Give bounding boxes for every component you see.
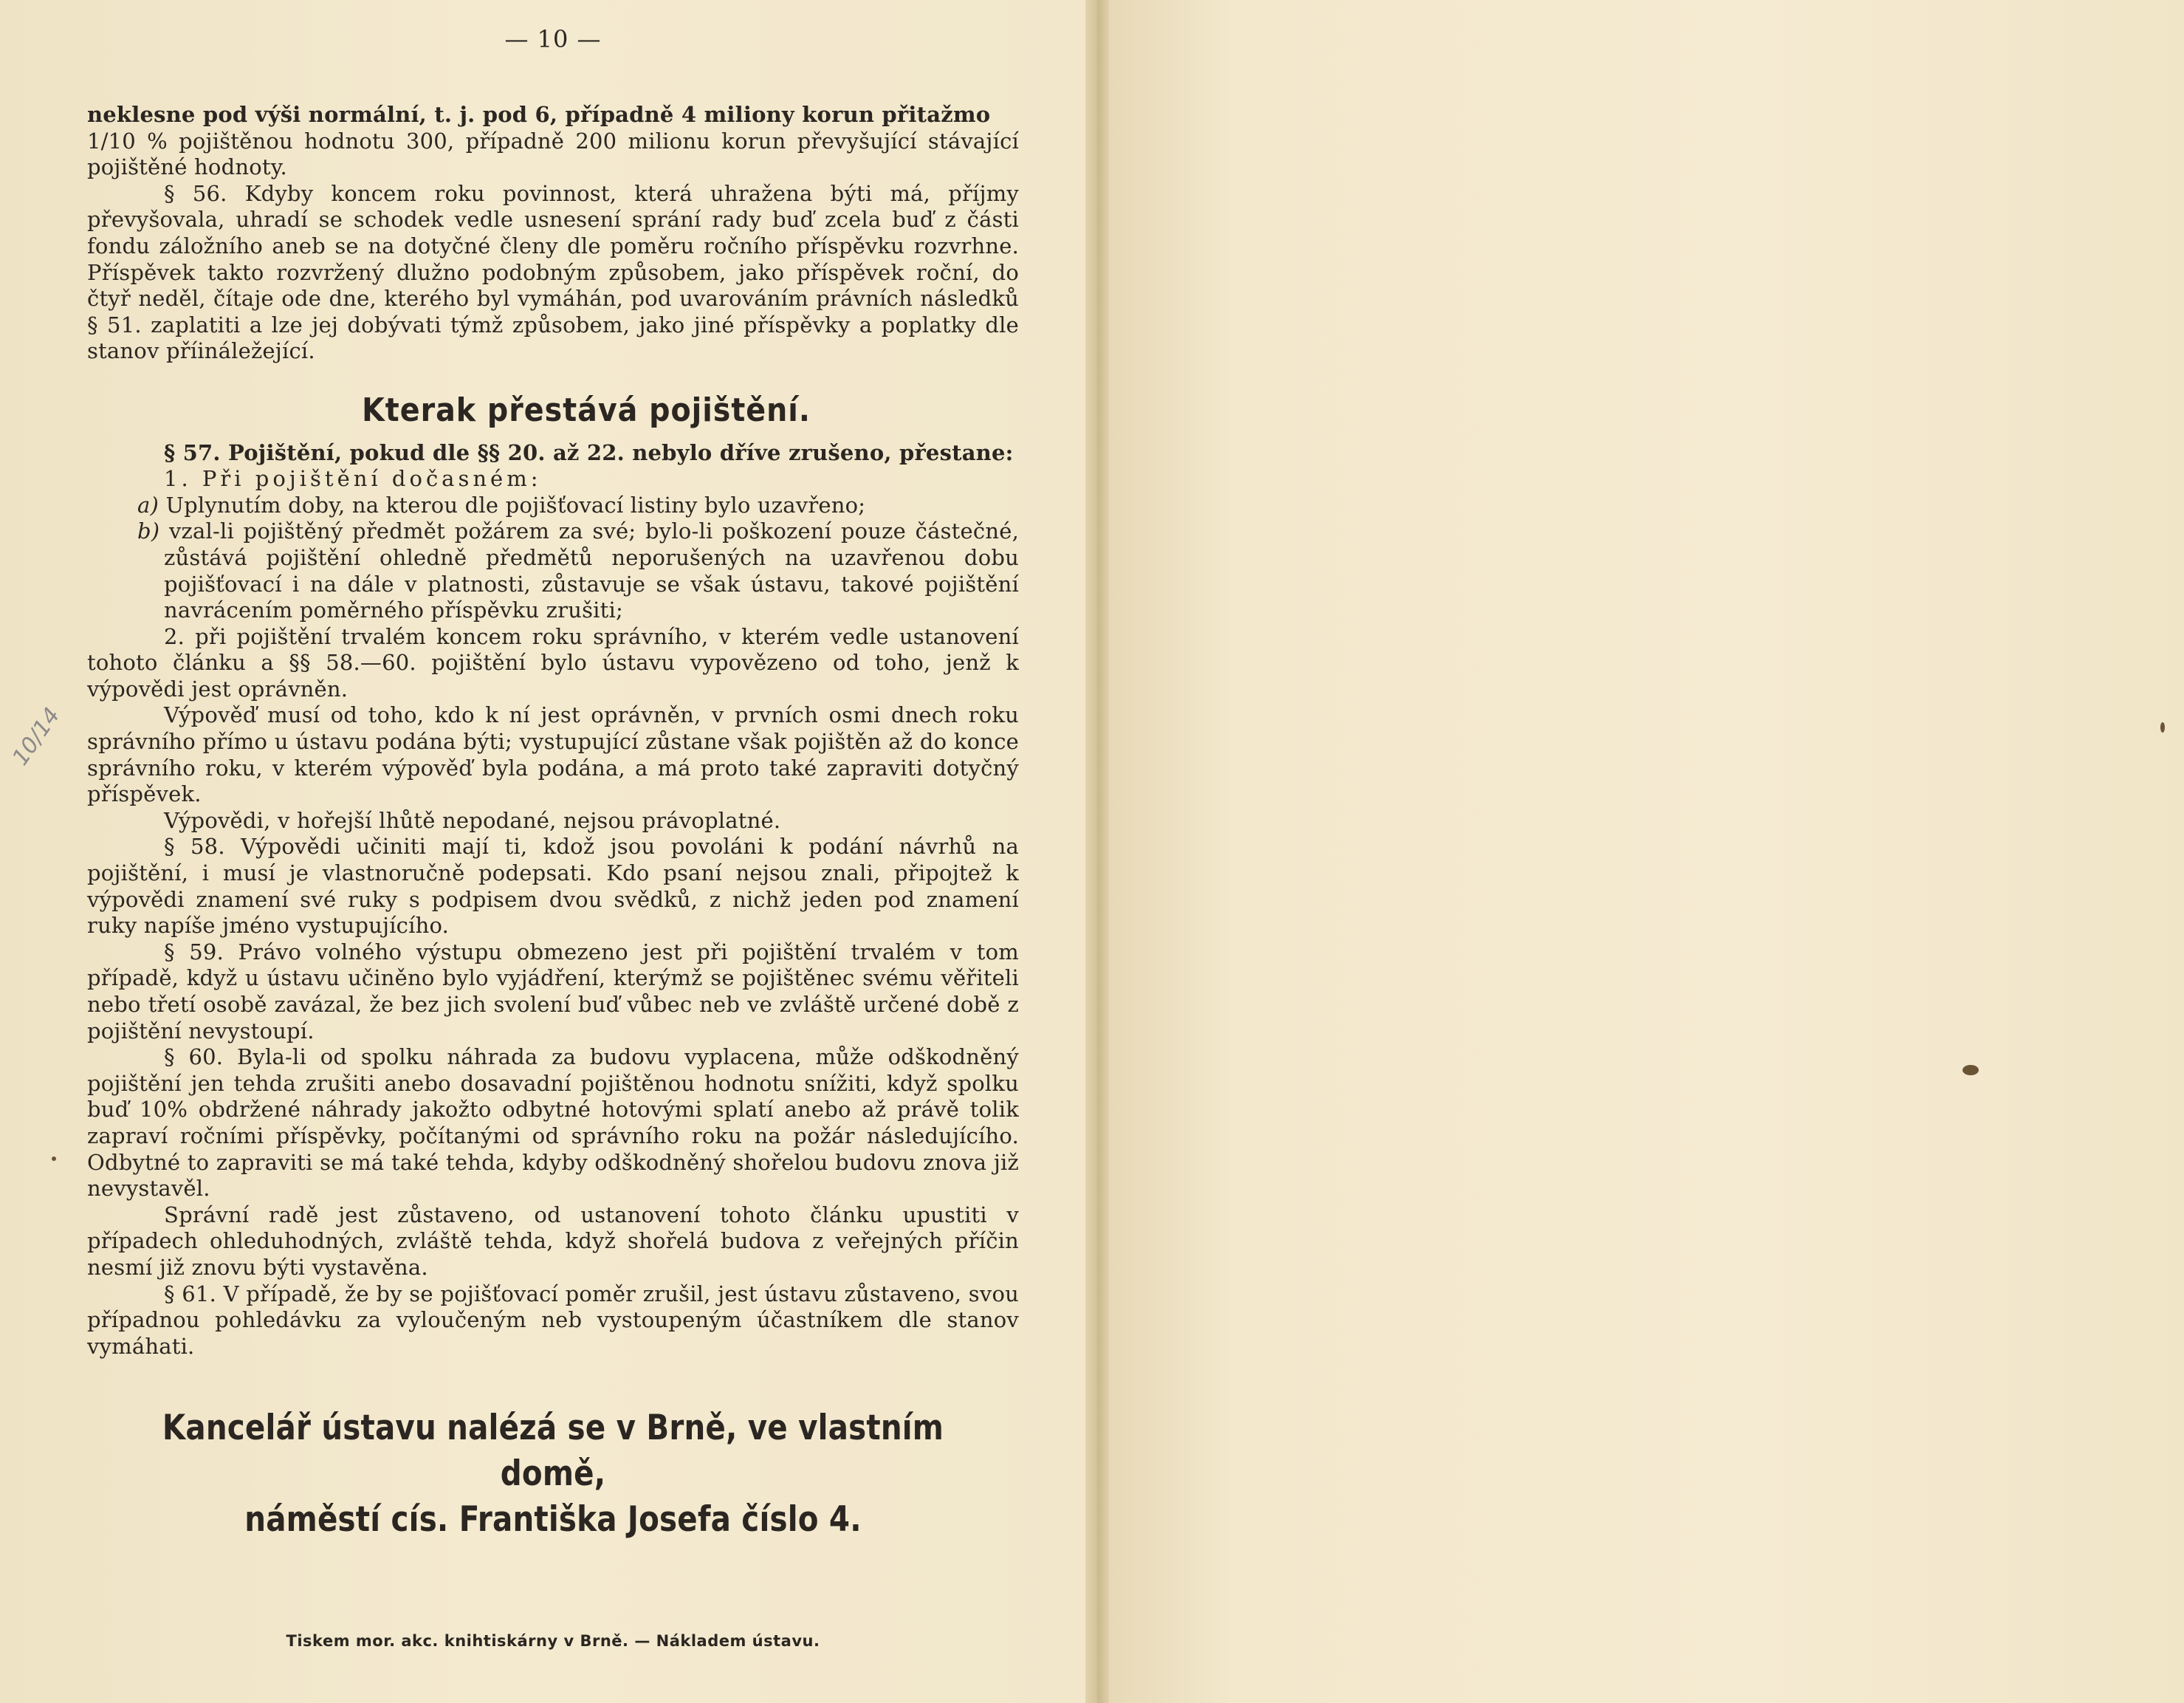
item-b-text: vzal-li pojištěný předmět požárem za své; bylo-li poškození pouze částečné, zůstává pojištění ohledně předmětů neporušených na uzavřenou dobu pojišťovací i na dále v platnosti, zůstavuje se však ústavu, takové pojištění navrácením poměrného příspěvku zrušiti; xyxy=(164,518,1019,623)
item-b-mark: b) xyxy=(137,518,160,544)
office-address-line-2: náměstí cís. Františka Josefa číslo 4. xyxy=(244,1499,862,1541)
paragraph-item-2: 2. při pojištění trvalém koncem roku správního, v kterém vedle ustanovení tohoto článku a §§ 58.—60. pojištění bylo ústavu vypovězeno od toho, jenž k výpovědi jest oprávněn. xyxy=(87,623,1019,702)
section-heading: Kterak přestává pojištění. xyxy=(362,391,811,429)
item-b xyxy=(87,518,1019,623)
paper-speck xyxy=(2160,722,2165,733)
office-address xyxy=(152,1405,953,1543)
paragraph-s61: § 61. V případě, že by se pojišťovací poměr zrušil, jest ústavu zůstaveno, svou případnou pohledávku za vyloučeným neb vystoupeným účastníkem dle stanov vymáhati. xyxy=(87,1281,1019,1359)
pencil-annotation: 10/14 xyxy=(7,703,66,770)
office-address-line-1: Kancelář ústavu nalézá se v Brně, ve vlastním domě, xyxy=(162,1408,944,1495)
paper-speck xyxy=(1962,1065,1979,1075)
item-a-mark: a) xyxy=(137,492,159,518)
paragraph-s58: § 58. Výpovědi učiniti mají ti, kdož jsou povoláni k podání návrhů na pojištění, i musí je vlastnoručně podepsati. Kdo psaní nejsou znali, připojtež k výpovědi znamení své ruky s podpisem dvou svědků, z nichž jeden pod znamení ruky napíše jméno vystupujícího. xyxy=(87,834,1019,939)
right-page-blank xyxy=(1103,0,2184,1703)
book-gutter xyxy=(1085,0,1109,1703)
paragraph-s56: § 56. Kdyby koncem roku povinnost, která uhražena býti má, příjmy převyšovala, uhradí se schodek vedle usnesení sprání rady buď zcela buď z části fondu záložního aneb se na dotyčné členy dle poměru ročního příspěvku rozvrhne. Příspěvek takto rozvržený dlužno podobným způsobem, jako příspěvek roční, do čtyř neděl, čítaje ode dne, kterého byl vymáhán, pod uvarováním právních následků § 51. zaplatiti a lze jej dobývati týmž způsobem, jako jiné příspěvky a poplatky dle stanov příináležející. xyxy=(87,180,1019,364)
item-a-text: Uplynutím doby, na kterou dle pojišťovací listiny bylo uzavřeno; xyxy=(165,492,866,518)
paragraph-vypovedi: Výpovědi, v hořejší lhůtě nepodané, nejsou právoplatné. xyxy=(164,807,781,833)
printer-imprint: Tiskem mor. akc. knihtiskárny v Brně. — Nákladem ústavu. xyxy=(286,1632,820,1651)
paragraph-intro-1: neklesne pod výši normální, t. j. pod 6, případně 4 miliony korun přitažmo xyxy=(87,102,991,127)
paragraph-s57-intro: § 57. Pojištění, pokud dle §§ 20. až 22. nebylo dříve zrušeno, přestane: xyxy=(164,439,1014,465)
paragraph-s59: § 59. Právo volného výstupu obmezeno jest při pojištění trvalém v tom případě, když u ústavu učiněno bylo vyjádření, kterýmž se pojištěnec svému věřiteli nebo třetí osobě zavázal, že bez jich svolení buď vůbec neb ve zvláště určené době z pojištění nevystoupí. xyxy=(87,939,1019,1044)
paragraph-intro-2: 1/10 % pojištěnou hodnotu 300, případně 200 milionu korun převyšující stávající pojištěné hodnoty. xyxy=(87,128,1019,180)
paper-speck xyxy=(52,1157,56,1161)
page-number: — 10 — xyxy=(504,25,602,53)
paragraph-vypoved: Výpověď musí od toho, kdo k ní jest oprávněn, v prvních osmi dnech roku správního přímo u ústavu podána býti; vystupující zůstane však pojištěn až do konce správního roku, v kterém výpověď byla podána, a má proto také zapraviti dotyčný příspěvek. xyxy=(87,702,1019,807)
paragraph-s60: § 60. Byla-li od spolku náhrada za budovu vyplacena, může odškodněný pojištění jen tehda zrušiti anebo dosavadní pojištěnou hodnotu snížiti, když spolku buď 10% obdržené náhrady jakožto odbytné hotovými splatí anebo až právě tolik zapraví ročními příspěvky, počítanými od správního roku na požár následujícího. Odbytné to zapraviti se má také tehda, kdyby odškodněný shořelou budovu znova již nevystavěl. xyxy=(87,1044,1019,1202)
paragraph-sprava: Správní radě jest zůstaveno, od ustanovení tohoto článku upustiti v případech ohleduhodných, zvláště tehda, když shořelá budova z veřejných příčin nesmí již znovu býti vystavěna. xyxy=(87,1202,1019,1280)
item-1-label: 1. Při pojištění dočasném: xyxy=(164,466,542,492)
item-a xyxy=(87,493,1019,519)
page-text xyxy=(87,102,1019,1655)
